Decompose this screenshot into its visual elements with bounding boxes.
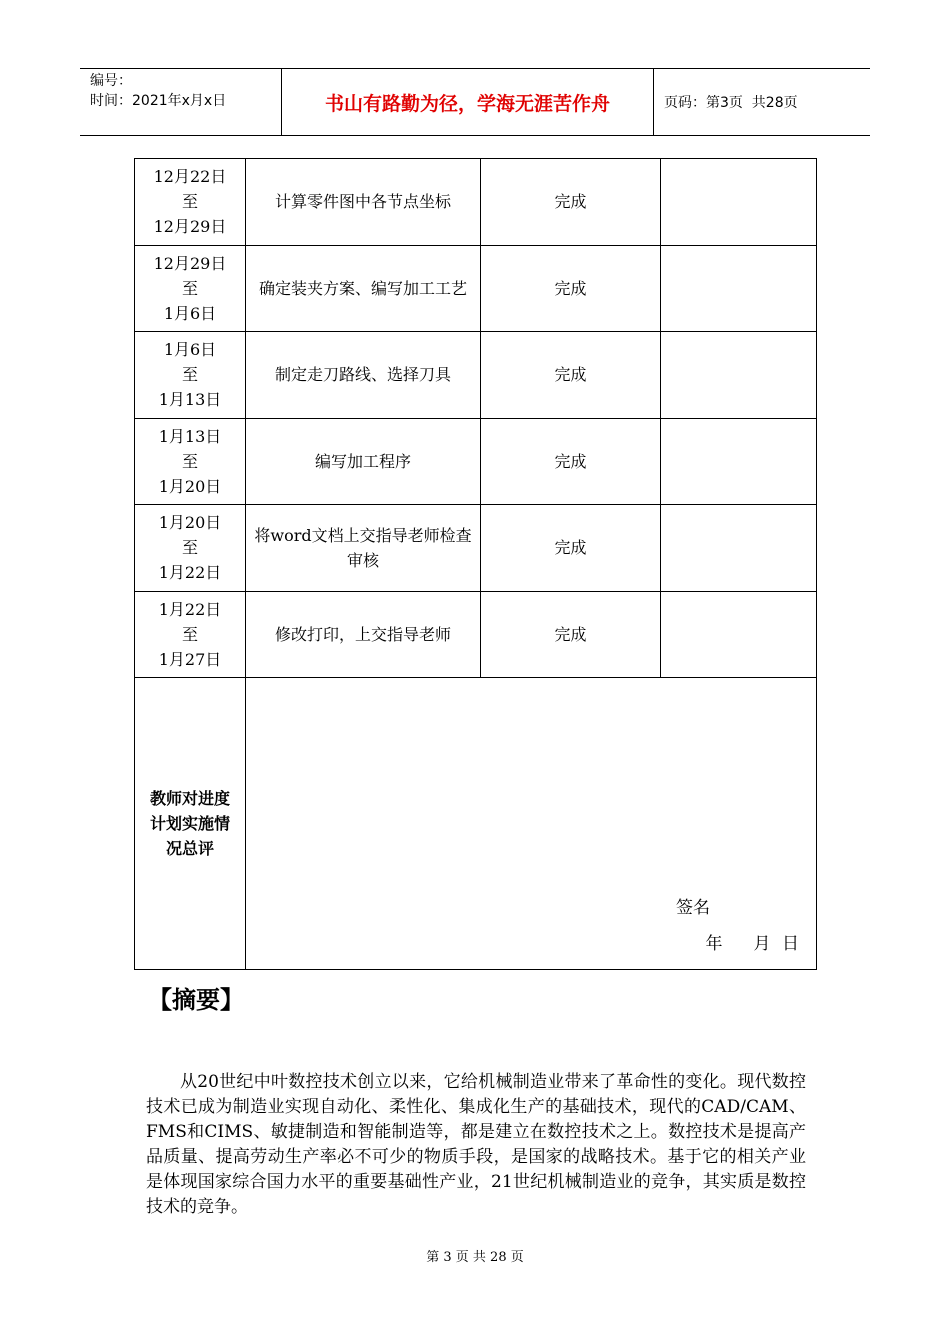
evaluation-body (246, 678, 817, 970)
task-cell: 确定装夹方案、编写加工工艺 (246, 245, 481, 332)
number-label: 编号： (90, 73, 132, 89)
year-label: 年 (705, 934, 723, 954)
month-label: 月 (753, 934, 771, 954)
note-cell (661, 159, 817, 246)
date-cell: 1月20日 至 1月22日 (135, 505, 246, 592)
table-row (135, 159, 817, 246)
note-cell (661, 245, 817, 332)
task-cell: 制定走刀路线、选择刀具 (246, 332, 481, 419)
table-row (135, 505, 817, 592)
status-cell: 完成 (481, 418, 661, 505)
evaluation-label: 教师对进度计划实施情况总评 (135, 678, 246, 970)
abstract-title: 【摘要】 (148, 986, 244, 1014)
date-cell: 12月22日 至 12月29日 (135, 159, 246, 246)
date-cell: 1月13日 至 1月20日 (135, 418, 246, 505)
note-cell (661, 332, 817, 419)
table-row (135, 332, 817, 419)
note-cell (661, 591, 817, 678)
status-cell: 完成 (481, 159, 661, 246)
page-footer: 第 3 页 共 28 页 (426, 1250, 524, 1265)
note-cell (661, 505, 817, 592)
header-page (654, 69, 870, 135)
schedule-table (134, 158, 817, 970)
task-cell: 将word文档上交指导老师检查审核 (246, 505, 481, 592)
date-cell: 1月6日 至 1月13日 (135, 332, 246, 419)
task-cell: 计算零件图中各节点坐标 (246, 159, 481, 246)
date-cell: 1月22日 至 1月27日 (135, 591, 246, 678)
evaluation-row (135, 678, 817, 970)
table-row (135, 418, 817, 505)
date-fields (686, 932, 799, 957)
day-label: 日 (782, 934, 799, 954)
table-row (135, 245, 817, 332)
table-row (135, 591, 817, 678)
status-cell: 完成 (481, 245, 661, 332)
note-cell (661, 418, 817, 505)
page-header (80, 68, 870, 136)
task-cell: 修改打印，上交指导老师 (246, 591, 481, 678)
signature-label: 签名 (676, 898, 710, 918)
abstract-paragraph: 从20世纪中叶数控技术创立以来，它给机械制造业带来了革命性的变化。现代数控技术已成为制造业实现自动化、柔性化、集成化生产的基础技术，现代的CAD/CAM、FMS和CIMS、敏捷制造和智能制造等，都是建立在数控技术之上。数控技术是提高产品质量、提高劳动生产率必不可少的物质手段，是国家的战略技术。基于它的相关产业是体现国家综合国力水平的重要基础性产业，21世纪机械制造业的竞争，其实质是数控技术的竞争。 (146, 1072, 806, 1217)
date-cell: 12月29日 至 1月6日 (135, 245, 246, 332)
time-label: 时间：2021年x月x日 (90, 93, 227, 109)
status-cell: 完成 (481, 332, 661, 419)
abstract-body (146, 1070, 806, 1220)
task-cell: 编写加工程序 (246, 418, 481, 505)
status-cell: 完成 (481, 505, 661, 592)
page-label: 页码：第3页 共28页 (664, 95, 798, 111)
header-motto: 书山有路勤为径，学海无涯苦作舟 (282, 69, 654, 135)
header-meta (80, 69, 282, 135)
status-cell: 完成 (481, 591, 661, 678)
